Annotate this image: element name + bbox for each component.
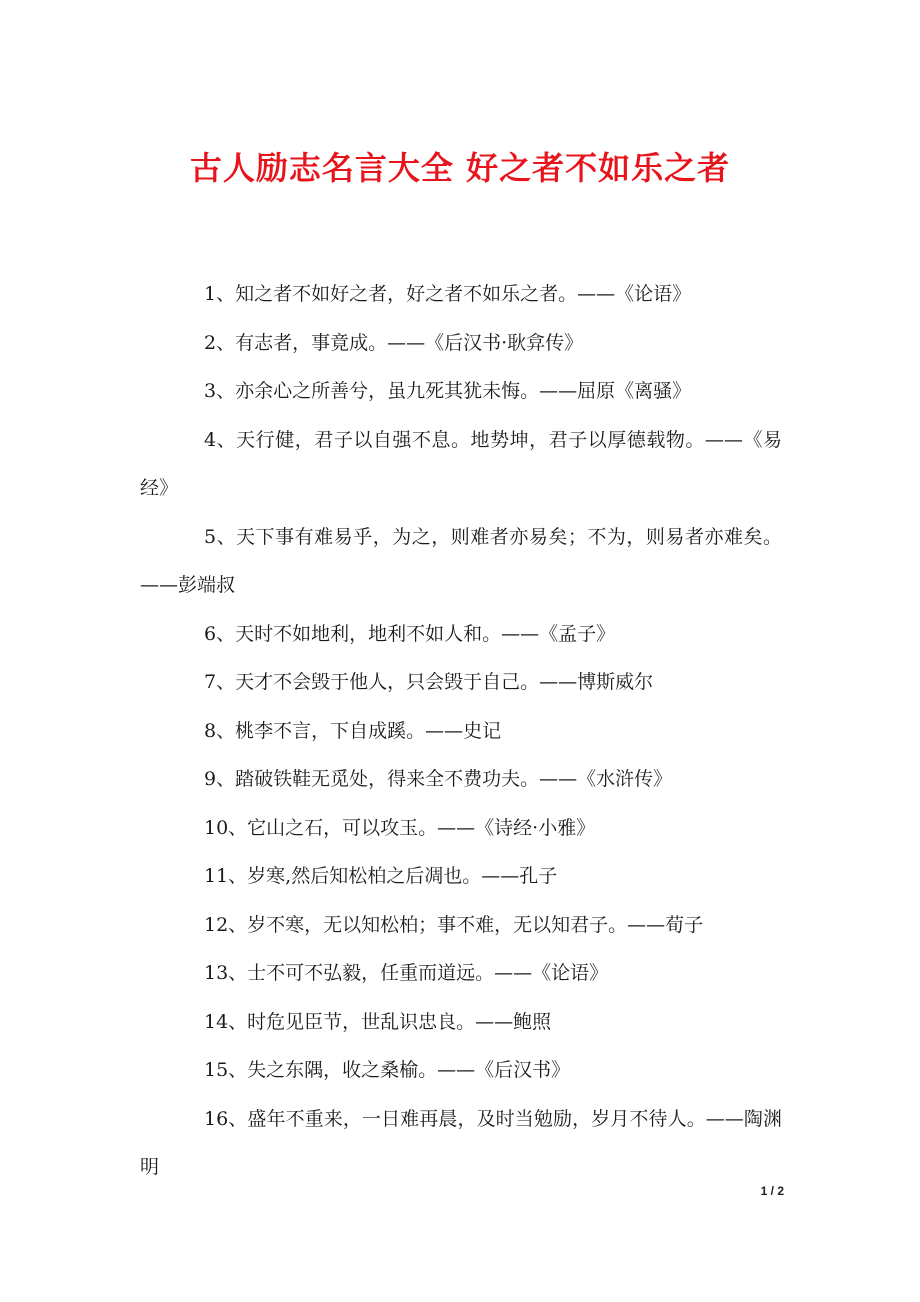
quote-list [140, 270, 782, 1192]
quote-item: 5、天下事有难易乎，为之，则难者亦易矣；不为，则易者亦难矣。——彭端叔 [140, 525, 782, 596]
quote-item: 7、天才不会毁于他人，只会毁于自己。——博斯威尔 [204, 671, 654, 693]
quote-item: 4、天行健，君子以自强不息。地势坤，君子以厚德载物。——《易经》 [140, 428, 782, 499]
quote-item: 6、天时不如地利，地利不如人和。——《孟子》 [204, 622, 616, 645]
quote-item: 16、盛年不重来，一日难再晨，及时当勉励，岁月不待人。——陶渊明 [140, 1107, 782, 1178]
quote-item: 11、岁寒,然后知松柏之后凋也。——孔子 [204, 865, 558, 887]
quote-item: 2、有志者，事竟成。——《后汉书·耿弇传》 [204, 331, 584, 354]
document-title: 古人励志名言大全 好之者不如乐之者 [189, 149, 731, 187]
quote-item: 3、亦余心之所善兮，虽九死其犹未悔。——屈原《离骚》 [204, 380, 692, 402]
quote-item: 12、岁不寒，无以知松柏；事不难，无以知君子。——荀子 [204, 913, 704, 936]
quote-item: 13、士不可不弘毅，任重而道远。——《论语》 [204, 962, 609, 984]
page-number: 1 / 2 [760, 1184, 784, 1198]
quote-item: 10、它山之石，可以攻玉。——《诗经·小雅》 [204, 816, 596, 839]
quote-item: 1、知之者不如好之者，好之者不如乐之者。——《论语》 [204, 283, 692, 305]
quote-item: 15、失之东隅，收之桑榆。——《后汉书》 [204, 1059, 571, 1081]
quote-item: 8、桃李不言，下自成蹊。——史记 [204, 719, 502, 742]
quote-item: 14、时危见臣节，世乱识忠良。——鲍照 [204, 1010, 552, 1033]
quote-item: 9、踏破铁鞋无觅处，得来全不费功夫。——《水浒传》 [204, 768, 673, 790]
